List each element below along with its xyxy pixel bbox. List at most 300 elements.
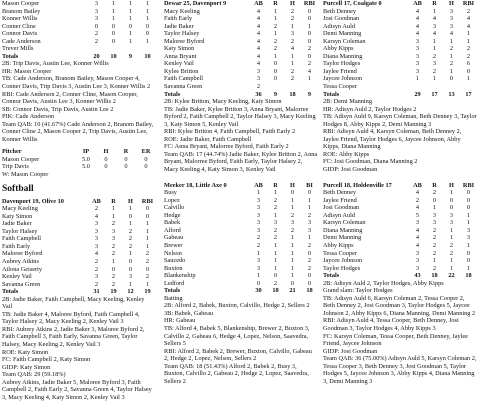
stat-cell: 4 bbox=[256, 30, 261, 38]
game-note: HR: Gabeau bbox=[164, 317, 196, 325]
player-row bbox=[323, 60, 477, 68]
row-label: Karsyn Coleman bbox=[323, 219, 366, 227]
player-row bbox=[164, 234, 318, 242]
stat-cell: 1 bbox=[145, 7, 150, 15]
stat-cell: 0 bbox=[290, 279, 295, 287]
player-row bbox=[2, 235, 156, 243]
player-row bbox=[164, 204, 318, 212]
stat-cell: 2 bbox=[449, 249, 454, 257]
stat-cell: 1 bbox=[449, 52, 454, 60]
stat-cell: 2 bbox=[290, 75, 295, 83]
stat-cell: 1 bbox=[128, 220, 133, 228]
player-row bbox=[2, 250, 156, 258]
stat-cell: 3 bbox=[256, 264, 261, 272]
stat-cell: 1 bbox=[290, 196, 295, 204]
stat-cell: 2 bbox=[256, 83, 261, 91]
row-label: Tessa Cooper bbox=[323, 83, 358, 91]
stat-cell: 2 bbox=[307, 45, 312, 53]
stat-cell: R bbox=[273, 181, 278, 189]
row-label: Buxton bbox=[164, 264, 183, 272]
stat-cell: 0 bbox=[124, 155, 128, 163]
row-label: Cade Anderson bbox=[2, 37, 41, 45]
stat-cell: 1 bbox=[273, 15, 278, 23]
game-note: 2B: Demi Manning bbox=[323, 98, 372, 106]
stat-cell: 0 bbox=[290, 189, 295, 197]
stat-cell: 3 bbox=[449, 211, 454, 219]
row-label: Totals bbox=[2, 288, 19, 296]
stat-cell bbox=[426, 83, 443, 91]
row-label: Taylor Hodges bbox=[323, 60, 361, 68]
stat-cell: 0 bbox=[128, 265, 133, 273]
stat-cell: AB bbox=[92, 197, 101, 205]
stat-cell: R bbox=[432, 181, 437, 189]
row-label: Saucedo bbox=[164, 257, 186, 265]
stat-cell: R bbox=[111, 197, 116, 205]
stat-cell: 3 bbox=[94, 0, 99, 7]
stat-cell: 3 bbox=[273, 219, 278, 227]
row-label: Blankenship bbox=[164, 272, 196, 280]
stat-cell: 5.0 bbox=[82, 155, 90, 163]
stat-cell: 2 bbox=[111, 273, 116, 281]
stat-cell: 2 bbox=[432, 264, 437, 272]
player-row bbox=[2, 243, 156, 251]
stat-cell: 36 bbox=[255, 90, 262, 98]
stat-cell: R bbox=[273, 0, 278, 7]
stat-cell: 4 bbox=[432, 30, 437, 38]
player-row bbox=[2, 23, 156, 31]
stat-cell: 18 bbox=[465, 272, 472, 280]
stat-cell: 1 bbox=[290, 60, 295, 68]
game-note: ROE: Abby Kipps bbox=[323, 150, 370, 158]
stat-cell: 4 bbox=[415, 30, 420, 38]
stat-cell bbox=[460, 83, 477, 91]
box-score-game-1 bbox=[2, 198, 156, 402]
stat-cell: 1 bbox=[111, 0, 116, 7]
row-label: Jaylee Friend bbox=[323, 67, 357, 75]
player-row bbox=[164, 60, 318, 68]
stat-cell: 2 bbox=[145, 273, 150, 281]
stat-cell: 10 bbox=[144, 52, 151, 60]
stat-cell: 3 bbox=[415, 37, 420, 45]
stat-cell: 1 bbox=[290, 22, 295, 30]
game-note: 3B: Babek, Gabeau bbox=[164, 309, 214, 317]
stat-cell: 29 bbox=[414, 90, 421, 98]
stat-cell: 1 bbox=[290, 52, 295, 60]
row-label: Demi Manning bbox=[323, 234, 362, 242]
stat-cell: 2 bbox=[111, 250, 116, 258]
row-label: Josi Goodman bbox=[323, 204, 360, 212]
stat-cell: 0 bbox=[145, 265, 150, 273]
stat-cell: 10 bbox=[110, 52, 117, 60]
stat-cell: 1 bbox=[449, 37, 454, 45]
table-header bbox=[164, 0, 318, 8]
stat-cell: 0 bbox=[273, 75, 278, 83]
stat-cell: 1 bbox=[128, 250, 133, 258]
stat-cell: 3 bbox=[94, 15, 99, 23]
stat-cell: 1 bbox=[145, 242, 150, 250]
stat-cell: 2 bbox=[432, 67, 437, 75]
stat-cell: 1 bbox=[290, 204, 295, 212]
player-row bbox=[2, 30, 156, 38]
stat-cell: 3 bbox=[94, 235, 99, 243]
game-note: Batting bbox=[164, 294, 183, 302]
stat-cell: 2 bbox=[111, 280, 116, 288]
stat-cell: 2 bbox=[290, 67, 295, 75]
row-label: Anna Bryant bbox=[164, 52, 197, 60]
stat-cell: 2 bbox=[111, 242, 116, 250]
game-note: TB: Adisyn Auld 6, Karsyn Coleman 2, Tessa Cooper 2, Beth Denney 2, Josi Goodman 3, Taylor Hodges 5, Jaycee Johnson 2, Abby Kipps 6, Diana Manning, Demi Manning 2 bbox=[323, 294, 476, 317]
stat-cell: 0 bbox=[111, 30, 116, 38]
stat-cell: 2 bbox=[273, 226, 278, 234]
stat-cell: 20 bbox=[93, 52, 100, 60]
stat-cell: 3 bbox=[466, 226, 471, 234]
game-note: HR: Adisyn Auld 2, Taylor Hodges 2 bbox=[323, 105, 417, 113]
row-label: Jaycee Johnson bbox=[323, 257, 362, 265]
row-label: Meeker 18, Little Axe 0 bbox=[164, 181, 227, 189]
player-row bbox=[323, 250, 477, 258]
stat-cell: 0 bbox=[466, 257, 471, 265]
row-label: Jaylee Friend bbox=[323, 196, 357, 204]
player-row bbox=[323, 30, 477, 38]
stat-cell: 2 bbox=[145, 257, 150, 265]
stat-cell: 1 bbox=[307, 204, 312, 212]
stat-cell bbox=[284, 83, 301, 91]
stat-cell: 2 bbox=[273, 204, 278, 212]
stat-cell bbox=[443, 83, 460, 91]
stat-cell: 0 bbox=[111, 265, 116, 273]
stat-cell: 0 bbox=[104, 163, 108, 171]
game-note: 2B: Jadie Baker, Faith Campbell, Macy Keeling, Kenley Vail bbox=[2, 295, 145, 311]
stat-cell: H bbox=[290, 0, 295, 7]
stat-cell: 4 bbox=[256, 37, 261, 45]
stat-cell: 1 bbox=[432, 45, 437, 53]
game-note: TB: Jadie Baker 4, Maloree Byford, Faith Campbell 4, Taylor Halsey 2, Macy Keeling 2, Kenley Vail 3 bbox=[2, 310, 140, 326]
stat-cell: 1 bbox=[290, 234, 295, 242]
stat-cell: 9 bbox=[307, 90, 312, 98]
stat-cell: 1 bbox=[145, 15, 150, 23]
stat-cell: 1 bbox=[466, 37, 471, 45]
game-note: TB: Adisyn Auld 9, Karsyn Coleman, Beth Denney 3, Taylor Hodges 8, Abby Kipps 2, Demi Manning 3 bbox=[323, 113, 477, 128]
stat-cell: 4 bbox=[415, 15, 420, 23]
game-note: FC: Karsyn Coleman, Tessa Cooper, Beth Denney, Jaylee Friend, Jaycee Johnson bbox=[323, 332, 468, 348]
player-row bbox=[2, 258, 156, 266]
stat-cell: 31 bbox=[93, 288, 100, 296]
player-row bbox=[2, 266, 156, 274]
pitcher-row bbox=[2, 156, 156, 164]
stat-cell: 0 bbox=[273, 60, 278, 68]
row-label: Katy Simon bbox=[164, 45, 195, 53]
row-label: Kenley Vail bbox=[164, 60, 194, 68]
player-row bbox=[164, 257, 318, 265]
stat-cell: 2 bbox=[94, 30, 99, 38]
stat-cell: 3 bbox=[415, 52, 420, 60]
stat-cell: 1 bbox=[432, 75, 437, 83]
stat-cell: 3 bbox=[415, 264, 420, 272]
stat-cell: 1 bbox=[273, 264, 278, 272]
stat-cell: 2 bbox=[94, 257, 99, 265]
player-row bbox=[323, 189, 477, 197]
stat-cell: 1 bbox=[273, 211, 278, 219]
game-note: GIDP: Katy Simon bbox=[2, 363, 51, 371]
stat-cell: 1 bbox=[111, 212, 116, 220]
box-score-game-4 bbox=[323, 0, 477, 174]
stat-cell: 2 bbox=[307, 257, 312, 265]
stat-cell: 0 bbox=[145, 22, 150, 30]
stat-cell: 1 bbox=[273, 241, 278, 249]
stat-cell bbox=[409, 83, 426, 91]
game-note: TB: Alford 4, Babek 5, Blankenship, Brewer 2, Buxton 3, Calvillo 2, Gabeau 6, Hedge 4, Lopez, Nelson, Saavedra, Sellers 5 bbox=[164, 324, 310, 348]
row-label: Beth Denney bbox=[323, 189, 357, 197]
stat-cell: 9 bbox=[128, 52, 133, 60]
row-label: Savanna Green bbox=[164, 83, 203, 91]
stat-cell: 19 bbox=[144, 288, 151, 296]
stat-cell: 1 bbox=[466, 241, 471, 249]
stat-cell: 2 bbox=[449, 241, 454, 249]
stat-cell: 4 bbox=[415, 7, 420, 15]
pitching-block bbox=[2, 148, 156, 178]
stat-cell: 3 bbox=[128, 273, 133, 281]
player-row bbox=[323, 265, 477, 273]
stat-cell: 1 bbox=[290, 241, 295, 249]
game-note: FC: Faith Campbell 2, Katy Simon bbox=[2, 356, 91, 364]
stat-cell: 0 bbox=[466, 196, 471, 204]
stat-cell: 0 bbox=[273, 67, 278, 75]
player-row bbox=[2, 38, 156, 46]
stat-cell: 2 bbox=[415, 196, 420, 204]
row-label: Totals bbox=[323, 272, 340, 280]
player-row bbox=[164, 250, 318, 258]
stat-cell: 22 bbox=[448, 272, 455, 280]
stat-cell: AB bbox=[413, 181, 422, 189]
stat-cell: 0 bbox=[256, 279, 261, 287]
stat-cell: 3 bbox=[94, 7, 99, 15]
game-note: TB: Cade Anderson, Branom Bailey, Mason Cooper 4, Conner Davis, Trip Davis 3, Austin Lee 3, Konner Willis 2 bbox=[2, 75, 151, 91]
stat-cell: 3 bbox=[94, 220, 99, 228]
stat-cell: 2 bbox=[432, 249, 437, 257]
box-score-game-3 bbox=[164, 182, 318, 386]
stat-cell: 3 bbox=[415, 257, 420, 265]
player-row bbox=[2, 205, 156, 213]
player-row bbox=[164, 83, 318, 91]
stat-cell: 4 bbox=[94, 212, 99, 220]
stat-cell bbox=[122, 45, 139, 53]
row-label: Trip Davis bbox=[2, 163, 29, 171]
stat-cell: 3 bbox=[256, 67, 261, 75]
stat-cell: 3 bbox=[415, 219, 420, 227]
player-row bbox=[164, 219, 318, 227]
stat-cell: 0 bbox=[307, 15, 312, 23]
stat-cell: 1 bbox=[466, 75, 471, 83]
row-label: Diana Manning bbox=[323, 52, 363, 60]
stat-cell: 0 bbox=[128, 257, 133, 265]
box-score-game-5 bbox=[323, 182, 477, 386]
stat-cell: 3 bbox=[466, 234, 471, 242]
stat-cell: 1 bbox=[307, 75, 312, 83]
stat-cell: 9 bbox=[273, 90, 278, 98]
stat-cell: 1 bbox=[432, 7, 437, 15]
stat-cell: 1 bbox=[449, 226, 454, 234]
stat-cell: 21 bbox=[289, 287, 296, 295]
stat-cell: 1 bbox=[145, 37, 150, 45]
game-note: 2B: Adisyn Auld 2, Taylor Hodges, Abby Kipps bbox=[323, 279, 444, 287]
stat-cell: 1 bbox=[307, 196, 312, 204]
player-row bbox=[323, 8, 477, 16]
stat-cell: 2 bbox=[145, 250, 150, 258]
row-label: Josi Goodman bbox=[323, 15, 360, 23]
stat-cell: 0 bbox=[449, 204, 454, 212]
stat-cell: 2 bbox=[466, 7, 471, 15]
row-label: Mason Cooper bbox=[2, 155, 40, 163]
totals-row bbox=[323, 272, 477, 280]
table-header bbox=[323, 0, 477, 8]
totals-row bbox=[2, 53, 156, 61]
table-header bbox=[164, 182, 318, 190]
player-row bbox=[323, 242, 477, 250]
player-row bbox=[323, 219, 477, 227]
stat-cell: 2 bbox=[273, 196, 278, 204]
totals-row bbox=[164, 91, 318, 99]
row-label: Konner Willis bbox=[2, 15, 38, 23]
stat-cell: 1 bbox=[145, 280, 150, 288]
stat-cell: 17 bbox=[431, 90, 438, 98]
column-2 bbox=[164, 0, 318, 386]
game-note: FC: Anna Bryant, Malorree Byford, Faith Early 2 bbox=[164, 143, 289, 151]
stat-cell: 1 bbox=[307, 22, 312, 30]
stat-cell: 2 bbox=[128, 227, 133, 235]
stat-cell: 2 bbox=[94, 205, 99, 213]
game-note: Team QAB: 18 (51.43%) Alford 2, Babek 2, Busy 3, Buxton, Calvillo 2, Gabeau 2, Hedge 2, Lopez, Saavedra, Sellers 2 bbox=[164, 362, 309, 385]
stat-cell: RBI bbox=[462, 0, 475, 7]
stat-cell: 18 bbox=[272, 287, 279, 295]
stat-cell: 18 bbox=[306, 287, 313, 295]
game-note: HR: Mason Cooper bbox=[2, 67, 52, 75]
stat-cell: 0 bbox=[104, 155, 108, 163]
stat-cell: 1 bbox=[466, 30, 471, 38]
stat-cell: 0 bbox=[145, 30, 150, 38]
stat-cell: 0 bbox=[111, 37, 116, 45]
player-row bbox=[2, 213, 156, 221]
game-note: SB: Connor Davis, Trip Davis, Austin Lee 2 bbox=[2, 105, 114, 113]
row-label: Ledford bbox=[164, 279, 185, 287]
player-row bbox=[164, 189, 318, 197]
row-label: Pitcher bbox=[2, 148, 22, 156]
row-label: Totals bbox=[164, 90, 181, 98]
player-row bbox=[164, 242, 318, 250]
player-row bbox=[2, 0, 156, 8]
player-row bbox=[2, 273, 156, 281]
row-label: Davenport 19, Olive 10 bbox=[2, 197, 64, 205]
game-note: ROE: Jadie Baker, Faith Campbell bbox=[164, 135, 252, 143]
game-note: ROE: Katy Simon bbox=[2, 348, 49, 356]
pitching-note: W: Mason Cooper bbox=[2, 171, 49, 179]
player-row bbox=[164, 197, 318, 205]
stat-cell: 0 bbox=[144, 155, 148, 163]
stat-cell: 1 bbox=[307, 234, 312, 242]
player-row bbox=[323, 68, 477, 76]
stat-cell: 1 bbox=[128, 30, 133, 38]
stat-cell: H bbox=[449, 181, 454, 189]
stat-cell: 0 bbox=[466, 249, 471, 257]
player-row bbox=[323, 15, 477, 23]
row-label: Nelson bbox=[164, 249, 182, 257]
stat-cell: 0 bbox=[273, 272, 278, 280]
player-row bbox=[323, 83, 477, 91]
player-row bbox=[164, 280, 318, 288]
stat-cell: 18 bbox=[289, 90, 296, 98]
column-3 bbox=[323, 0, 477, 386]
stat-cell: ER bbox=[141, 148, 151, 156]
stat-cell: 1 bbox=[432, 257, 437, 265]
stat-cell: 4 bbox=[256, 45, 261, 53]
game-note: 2B: Alford 2, Babek, Buxton, Calvillo, Hedge 2, Sellers 2 bbox=[164, 302, 310, 310]
stat-cell: 1 bbox=[449, 234, 454, 242]
game-note: RBI: Kylee Britton 4, Faith Campbell, Faith Early 2 bbox=[164, 128, 296, 136]
stat-cell: 3 bbox=[449, 15, 454, 23]
stat-cell: 1 bbox=[449, 264, 454, 272]
stat-cell: 1 bbox=[449, 257, 454, 265]
stat-cell: 4 bbox=[256, 22, 261, 30]
player-row bbox=[323, 204, 477, 212]
row-label: Brewer bbox=[164, 241, 183, 249]
row-label: Beth Denney bbox=[323, 7, 357, 15]
game-note: RBI: Cade Anderson 2, Conner Cline, Mason Cooper, Connor Davis, Austin Lee 3, Konner Willis 2 bbox=[2, 90, 138, 106]
stat-cell bbox=[105, 45, 122, 53]
stat-cell: 1 bbox=[111, 205, 116, 213]
stat-cell: 2 bbox=[290, 37, 295, 45]
totals-row bbox=[323, 91, 477, 99]
row-label: Branom Bailey bbox=[2, 7, 41, 15]
game-note: GIDP: Josi Goodman bbox=[323, 166, 378, 174]
stat-cell: 2 bbox=[273, 279, 278, 287]
game-note: FC: Josi Goodman, Diana Manning 2 bbox=[323, 158, 418, 166]
row-label: Mason Cooper bbox=[2, 0, 40, 7]
stat-cell: 1 bbox=[449, 67, 454, 75]
stat-cell: 3 bbox=[256, 226, 261, 234]
stat-cell: 2 bbox=[307, 60, 312, 68]
stat-cell: 3 bbox=[432, 60, 437, 68]
box-score-game-2 bbox=[164, 0, 318, 174]
stat-cell: 2 bbox=[273, 234, 278, 242]
game-note: Aubrey Atkins, Jadie Baker 5, Maloree Byford 3, Faith Campbell 2, Faith Early 2, Savanna Green 4, Taylor Halsey 3, Macy Keeling 4, Katy Simon 2, Kenley Vail 3 bbox=[2, 378, 152, 401]
stat-cell: 1 bbox=[466, 211, 471, 219]
stat-cell: 1 bbox=[256, 272, 261, 280]
row-label: Kenley Vail bbox=[2, 273, 32, 281]
player-row bbox=[164, 15, 318, 23]
stat-cell: 3 bbox=[111, 227, 116, 235]
totals-row bbox=[2, 288, 156, 296]
row-label: Faith Early bbox=[164, 15, 193, 23]
stat-cell: 2 bbox=[449, 45, 454, 53]
stat-cell: 1 bbox=[256, 189, 261, 197]
stat-cell: 2 bbox=[94, 37, 99, 45]
stat-cell: 19 bbox=[110, 288, 117, 296]
totals-row bbox=[164, 287, 318, 295]
stat-cell: 12 bbox=[127, 288, 134, 296]
stat-cell: 0 bbox=[307, 52, 312, 60]
row-label: Katy Simon bbox=[2, 212, 33, 220]
row-label: Jadie Baker bbox=[2, 220, 32, 228]
stat-cell: 1 bbox=[273, 257, 278, 265]
stat-cell: 1 bbox=[449, 189, 454, 197]
table-header bbox=[2, 198, 156, 206]
stat-cell: BI bbox=[306, 181, 313, 189]
stat-cell: 5.0 bbox=[82, 163, 90, 171]
stat-cell: 2 bbox=[432, 189, 437, 197]
stat-cell: R bbox=[432, 0, 437, 7]
stat-cell: 3 bbox=[449, 22, 454, 30]
row-label: Busy bbox=[164, 189, 177, 197]
row-label: Connor Davis bbox=[2, 30, 38, 38]
